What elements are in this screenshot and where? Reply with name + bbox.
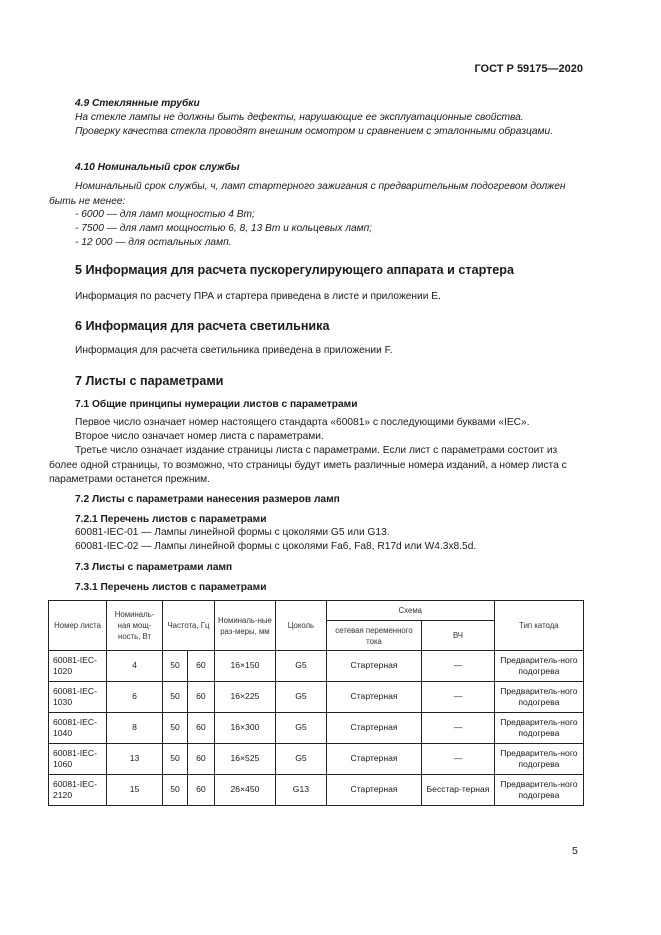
cell-cap: G5 [276, 682, 327, 713]
section-4-9-title: 4.9 Стеклянные трубки [75, 98, 200, 109]
cell-cathode: Предваритель-ного подогрева [494, 744, 583, 775]
cell-cap: G5 [276, 744, 327, 775]
cell-cathode: Предваритель-ного подогрева [494, 651, 583, 682]
list-item: - 12 000 — для остальных ламп. [75, 237, 232, 248]
cell-freq-50: 50 [163, 651, 188, 682]
list-item: - 6000 — для ламп мощностью 4 Вт; [75, 209, 255, 220]
cell-freq-60: 60 [187, 682, 214, 713]
cell-sheet: 60081-IEC-1060 [49, 744, 107, 775]
table-row [49, 744, 584, 775]
cell-freq-50: 50 [163, 744, 188, 775]
cell-mains: Стартерная [326, 713, 421, 744]
section-7-1-p1: Первое число означает номер настоящего стандарта «60081» с последующими буквами «IEC». [75, 417, 530, 428]
section-5-p1: Информация по расчету ПРА и стартера приведена в листе и приложении E. [75, 291, 441, 302]
cell-freq-60: 60 [187, 651, 214, 682]
cell-freq-60: 60 [187, 775, 214, 806]
table-row [49, 682, 584, 713]
section-7-title: 7 Листы с параметрами [75, 374, 224, 388]
cell-mains: Стартерная [326, 651, 421, 682]
section-7-1-title: 7.1 Общие принципы нумерации листов с параметрами [75, 399, 358, 410]
list-item: - 7500 — для ламп мощностью 6, 8, 13 Вт и кольцевых ламп; [75, 223, 373, 234]
cell-hf: — [422, 682, 495, 713]
cell-cap: G5 [276, 713, 327, 744]
section-7-1-p2: Второе число означает номер листа с параметрами. [75, 431, 324, 442]
section-7-2-1-title: 7.2.1 Перечень листов с параметрами [75, 514, 267, 525]
header-scheme: Схема [326, 601, 494, 621]
section-5-title: 5 Информация для расчета пускорегулирующего аппарата и стартера [75, 263, 514, 277]
cell-power: 15 [107, 775, 163, 806]
header-cap: Цоколь [276, 601, 327, 651]
cell-power: 8 [107, 713, 163, 744]
cell-dims: 16×525 [214, 744, 275, 775]
table-row [49, 775, 584, 806]
page-number: 5 [572, 845, 578, 857]
parameters-table [48, 600, 584, 806]
cell-hf: — [422, 713, 495, 744]
cell-hf: — [422, 651, 495, 682]
cell-power: 13 [107, 744, 163, 775]
header-sheet: Номер листа [49, 601, 107, 651]
cell-freq-50: 50 [163, 713, 188, 744]
section-7-2-title: 7.2 Листы с параметрами нанесения размеров ламп [75, 494, 340, 505]
cell-sheet: 60081-IEC-2120 [49, 775, 107, 806]
header-mains: сетевая переменного тока [326, 621, 421, 651]
cell-dims: 16×300 [214, 713, 275, 744]
cell-cathode: Предваритель-ного подогрева [494, 775, 583, 806]
section-4-9-p1: На стекле лампы не должны быть дефекты, нарушающие ее эксплуатационные свойства. [75, 112, 524, 123]
section-7-1-p3: Третье число означает издание страницы листа с параметрами. Если лист с параметрами состоит из более одной страницы, то возможно, что страницы будут иметь различные номера изданий, а номер листа с параметрами останется прежним. [49, 445, 567, 485]
section-6-p1: Информация для расчета светильника приведена в приложении F. [75, 345, 393, 356]
header-hf: ВЧ [422, 621, 495, 651]
section-7-2-1-line2: 60081-IEC-02 — Лампы линейной формы с цоколями Fa6, Fa8, R17d или W4.3x8.5d. [75, 541, 477, 552]
cell-mains: Стартерная [326, 682, 421, 713]
cell-cap: G5 [276, 651, 327, 682]
section-7-3-title: 7.3 Листы с параметрами ламп [75, 562, 233, 573]
cell-mains: Стартерная [326, 775, 421, 806]
table-row [49, 651, 584, 682]
cell-power: 4 [107, 651, 163, 682]
cell-mains: Стартерная [326, 744, 421, 775]
cell-freq-60: 60 [187, 713, 214, 744]
section-4-10-p1: Номинальный срок службы, ч, ламп стартерного зажигания с предварительным подогревом должен быть не менее: [49, 181, 566, 207]
section-7-2-1-line1: 60081-IEC-01 — Лампы линейной формы с цоколями G5 или G13. [75, 527, 390, 538]
header-cathode: Тип катода [494, 601, 583, 651]
cell-freq-50: 50 [163, 682, 188, 713]
cell-hf: Бесстар-терная [422, 775, 495, 806]
cell-cathode: Предваритель-ного подогрева [494, 682, 583, 713]
cell-dims: 26×450 [214, 775, 275, 806]
cell-hf: — [422, 744, 495, 775]
table-row [49, 713, 584, 744]
header-frequency: Частота, Гц [163, 601, 215, 651]
cell-power: 6 [107, 682, 163, 713]
header-dimensions: Номиналь-ные раз-меры, мм [214, 601, 275, 651]
cell-sheet: 60081-IEC-1040 [49, 713, 107, 744]
header-power: Номиналь-ная мощ-ность, Вт [107, 601, 163, 651]
section-4-9-p2: Проверку качества стекла проводят внешним осмотром и сравнением с эталонными образцами. [75, 126, 554, 137]
cell-dims: 16×225 [214, 682, 275, 713]
cell-sheet: 60081-IEC-1020 [49, 651, 107, 682]
cell-dims: 16×150 [214, 651, 275, 682]
section-6-title: 6 Информация для расчета светильника [75, 319, 330, 333]
cell-freq-50: 50 [163, 775, 188, 806]
cell-sheet: 60081-IEC-1030 [49, 682, 107, 713]
cell-cathode: Предваритель-ного подогрева [494, 713, 583, 744]
section-7-3-1-title: 7.3.1 Перечень листов с параметрами [75, 582, 267, 593]
cell-freq-60: 60 [187, 744, 214, 775]
document-header: ГОСТ Р 59175—2020 [474, 63, 583, 75]
section-4-10-title: 4.10 Номинальный срок службы [75, 162, 240, 173]
cell-cap: G13 [276, 775, 327, 806]
